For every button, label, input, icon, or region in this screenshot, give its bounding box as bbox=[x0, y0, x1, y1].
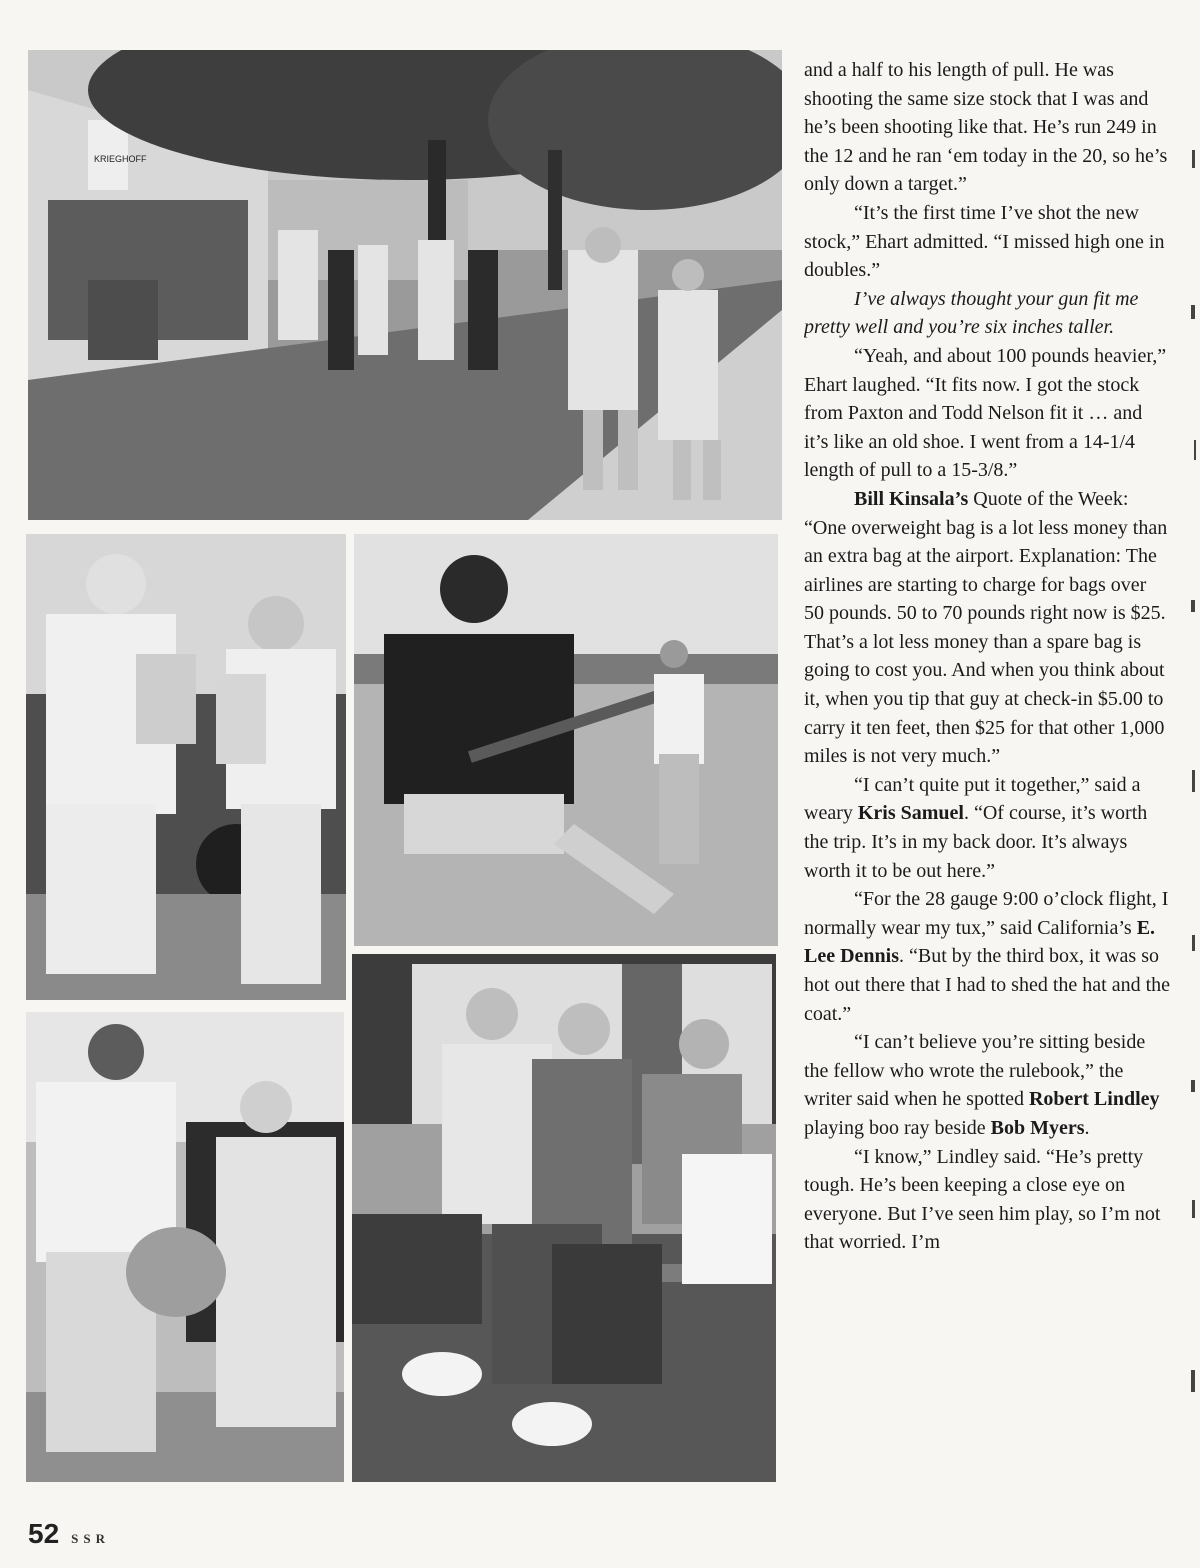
page-number: 52 bbox=[28, 1518, 60, 1549]
article-paragraph bbox=[804, 885, 1170, 1028]
photo-women-on-bench bbox=[352, 954, 776, 1482]
bold-name: Bill Kinsala’s bbox=[854, 487, 969, 510]
paragraph-text: Quote of the Week: “One overweight bag is a lot less money than an extra bag at the airport. Explanation: The airlines are starting to charge for bags over 50 pounds. 50 to 70 pounds right now is $25. That’s a lot less money than a spare bag is going to cost you. And when you think about it, when you tip that guy at check-in $5.00 to carry it ten feet, then $25 for that other 1,000 miles is not very much.” bbox=[804, 487, 1168, 768]
paragraph-text: playing boo ray beside bbox=[804, 1116, 991, 1139]
paragraph-text: . “But by the third box, it was so hot out there that I had to shed the hat and the coat.” bbox=[804, 945, 1170, 1025]
article-column bbox=[804, 56, 1170, 1516]
bold-name: Bob Myers bbox=[990, 1116, 1085, 1139]
article-paragraph bbox=[804, 771, 1170, 885]
italic-question: I’ve always thought your gun fit me pretty well and you’re six inches taller. bbox=[804, 287, 1139, 339]
paragraph-text: “I can’t believe you’re sitting beside the fellow who wrote the rulebook,” the writer said when he spotted bbox=[804, 1031, 1146, 1111]
article-paragraph: “It’s the first time I’ve shot the new stock,” Ehart admitted. “I missed high one in doubles.” bbox=[804, 201, 1165, 282]
bold-name: Kris Samuel bbox=[857, 802, 964, 825]
article-paragraph: “I know,” Lindley said. “He’s pretty tough. He’s been keeping a close eye on everyone. But I’ve seen him play, so I’m not that worried. I’m bbox=[804, 1145, 1161, 1254]
article-paragraph bbox=[804, 485, 1170, 771]
article-paragraph bbox=[804, 1028, 1170, 1142]
article-paragraph-italic bbox=[804, 285, 1170, 342]
page-folio bbox=[28, 1518, 110, 1550]
paragraph-text: . “Of course, it’s worth the trip. It’s in my back door. It’s always worth it to be out here.” bbox=[804, 802, 1148, 882]
photo-couple-with-shell-bag bbox=[26, 1012, 344, 1482]
photo-walkway-crowd bbox=[28, 50, 782, 520]
scan-edge-marks bbox=[1186, 0, 1200, 1568]
bold-name: E. Lee Dennis bbox=[804, 916, 1156, 968]
article-paragraph: “Yeah, and about 100 pounds heavier,” Ehart laughed. “It fits now. I got the stock from Paxton and Todd Nelson fit it … and it’s like an old shoe. I went from a 14-1/4 length of pull to a 15-3/8.” bbox=[804, 344, 1167, 482]
sign-text: KRIEGHOFF bbox=[94, 154, 147, 164]
article-paragraph: and a half to his length of pull. He was shooting the same size stock that I was and he’s been shooting like that. He’s run 249 in the 12 and he ran ‘em today in the 20, so he’s only down a target.” bbox=[804, 59, 1168, 196]
bold-name: Robert Lindley bbox=[1028, 1088, 1160, 1111]
photo-men-with-shell-bags bbox=[26, 534, 346, 1000]
paragraph-text: “I can’t quite put it together,” said a weary bbox=[804, 773, 1141, 825]
paragraph-text: . bbox=[1084, 1116, 1090, 1139]
photo-shooter-with-gun bbox=[354, 534, 778, 946]
paragraph-text: “For the 28 gauge 9:00 o’clock flight, I normally wear my tux,” said California’s bbox=[804, 888, 1169, 939]
magazine-name: SSR bbox=[71, 1531, 111, 1546]
